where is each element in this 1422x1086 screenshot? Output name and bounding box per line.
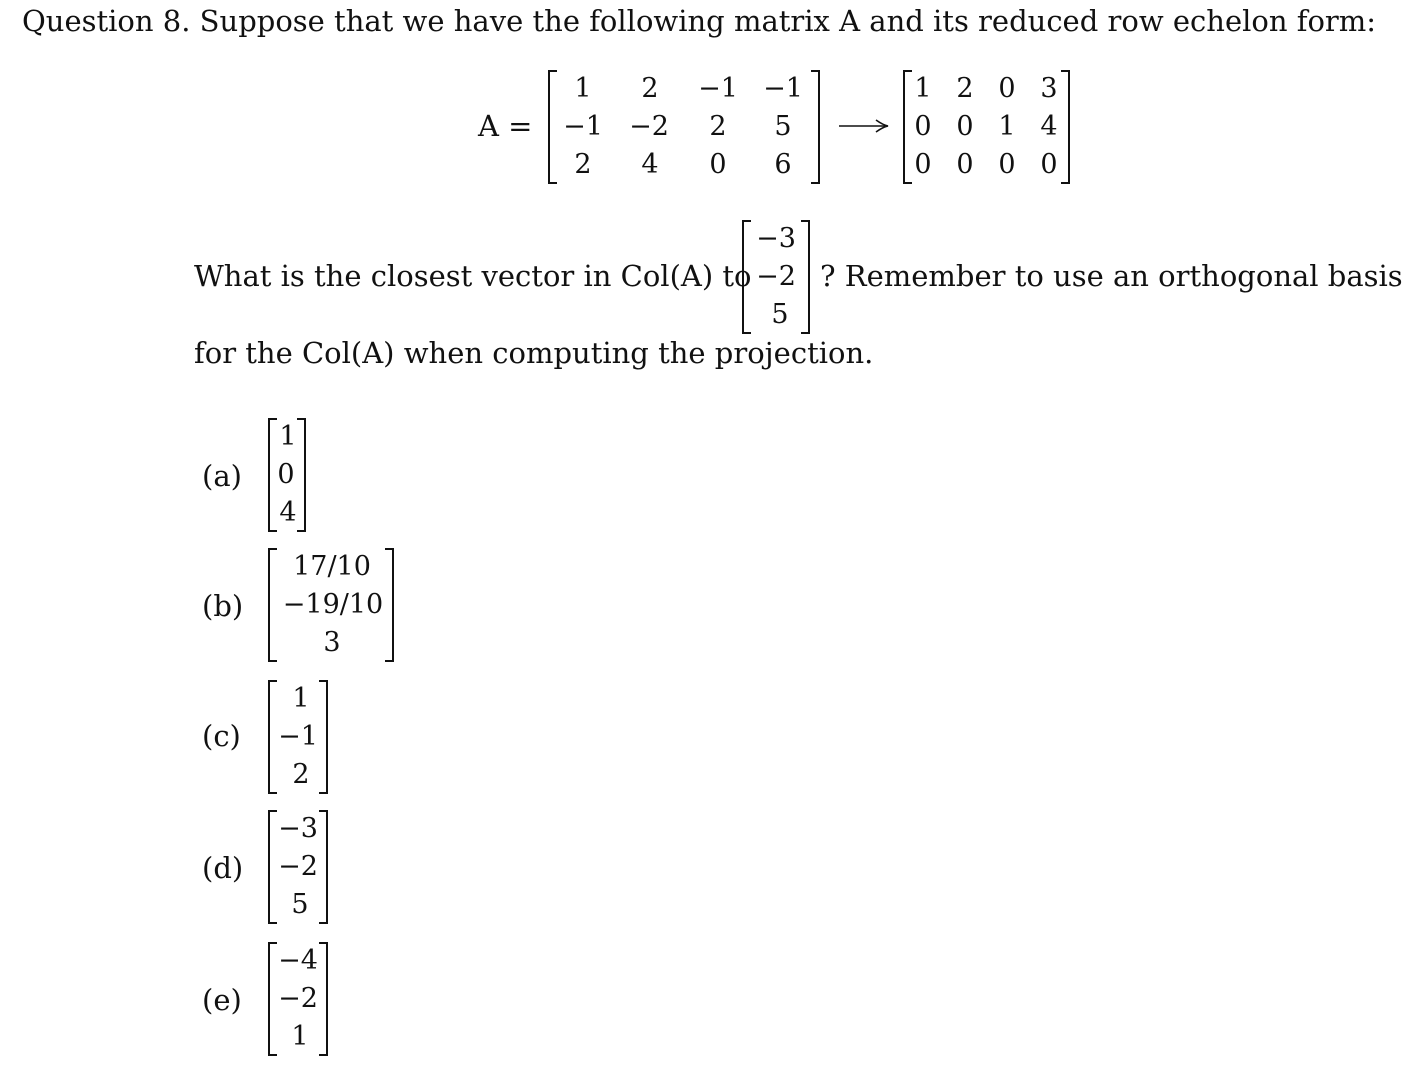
matrix-a-cell: 1 xyxy=(574,73,592,104)
rref-cell: 2 xyxy=(956,73,974,104)
rref-cell: 0 xyxy=(998,149,1016,180)
matrix-a xyxy=(548,70,820,184)
matrix-a-cell: −1 xyxy=(563,111,603,142)
option-e-vector[interactable] xyxy=(268,942,328,1056)
rref-cell: 0 xyxy=(914,111,932,142)
rref-cell: 4 xyxy=(1040,111,1058,142)
rref-cell: 1 xyxy=(914,73,932,104)
matrix-a-cell: 2 xyxy=(641,73,659,104)
option-b-entry: 17/10 xyxy=(293,551,371,582)
prompt-text-before: What is the closest vector in Col(A) to xyxy=(194,259,752,293)
option-a-entry: 4 xyxy=(279,497,297,528)
rref-cell: 3 xyxy=(1040,73,1058,104)
option-c-label[interactable]: (c) xyxy=(202,719,241,753)
matrix-a-cell: 4 xyxy=(641,149,659,180)
matrix-a-cell: 2 xyxy=(574,149,592,180)
option-b-entry: 3 xyxy=(323,627,341,658)
matrix-a-cell: 0 xyxy=(709,149,727,180)
matrix-a-cell: 2 xyxy=(709,111,727,142)
target-vector xyxy=(742,220,810,334)
matrix-a-cell: −1 xyxy=(763,73,803,104)
option-d-entry: −3 xyxy=(278,813,318,844)
option-b-vector[interactable] xyxy=(268,548,394,662)
option-a-entry: 0 xyxy=(277,459,295,490)
option-c-entry: 1 xyxy=(292,683,310,714)
matrix-a-label: A = xyxy=(478,109,533,143)
target-vector-entry: −3 xyxy=(756,223,796,254)
option-c-entry: −1 xyxy=(278,721,318,752)
option-b-label[interactable]: (b) xyxy=(202,589,244,623)
rref-cell: 0 xyxy=(914,149,932,180)
option-d-label[interactable]: (d) xyxy=(202,851,244,885)
matrix-a-cell: 6 xyxy=(774,149,792,180)
option-e-entry: −2 xyxy=(278,983,318,1014)
rref-cell: 0 xyxy=(998,73,1016,104)
long-right-arrow-icon xyxy=(838,117,890,135)
option-e-entry: −4 xyxy=(278,945,318,976)
question-header: Question 8. Suppose that we have the following matrix A and its reduced row echelon form: xyxy=(22,4,1377,38)
option-b-entry: −19/10 xyxy=(282,589,384,620)
option-a-entry: 1 xyxy=(279,421,297,452)
option-d-vector[interactable] xyxy=(268,810,328,924)
option-d-entry: 5 xyxy=(291,889,309,920)
option-e-entry: 1 xyxy=(291,1021,309,1052)
matrix-a-cell: −2 xyxy=(629,111,669,142)
option-c-vector[interactable] xyxy=(268,680,328,794)
target-vector-entry: −2 xyxy=(756,261,796,292)
matrix-a-cell: 5 xyxy=(774,111,792,142)
option-d-entry: −2 xyxy=(278,851,318,882)
rref-matrix xyxy=(903,70,1070,184)
option-a-label[interactable]: (a) xyxy=(202,459,242,493)
prompt-text-after: ? Remember to use an orthogonal basis xyxy=(820,259,1403,293)
prompt-text-line2: for the Col(A) when computing the projection. xyxy=(194,336,874,370)
option-c-entry: 2 xyxy=(292,759,310,790)
option-e-label[interactable]: (e) xyxy=(202,983,242,1017)
target-vector-entry: 5 xyxy=(771,299,789,330)
option-a-vector[interactable] xyxy=(268,418,306,532)
rref-cell: 1 xyxy=(998,111,1016,142)
rref-cell: 0 xyxy=(956,149,974,180)
rref-cell: 0 xyxy=(1040,149,1058,180)
matrix-a-cell: −1 xyxy=(698,73,738,104)
rref-cell: 0 xyxy=(956,111,974,142)
